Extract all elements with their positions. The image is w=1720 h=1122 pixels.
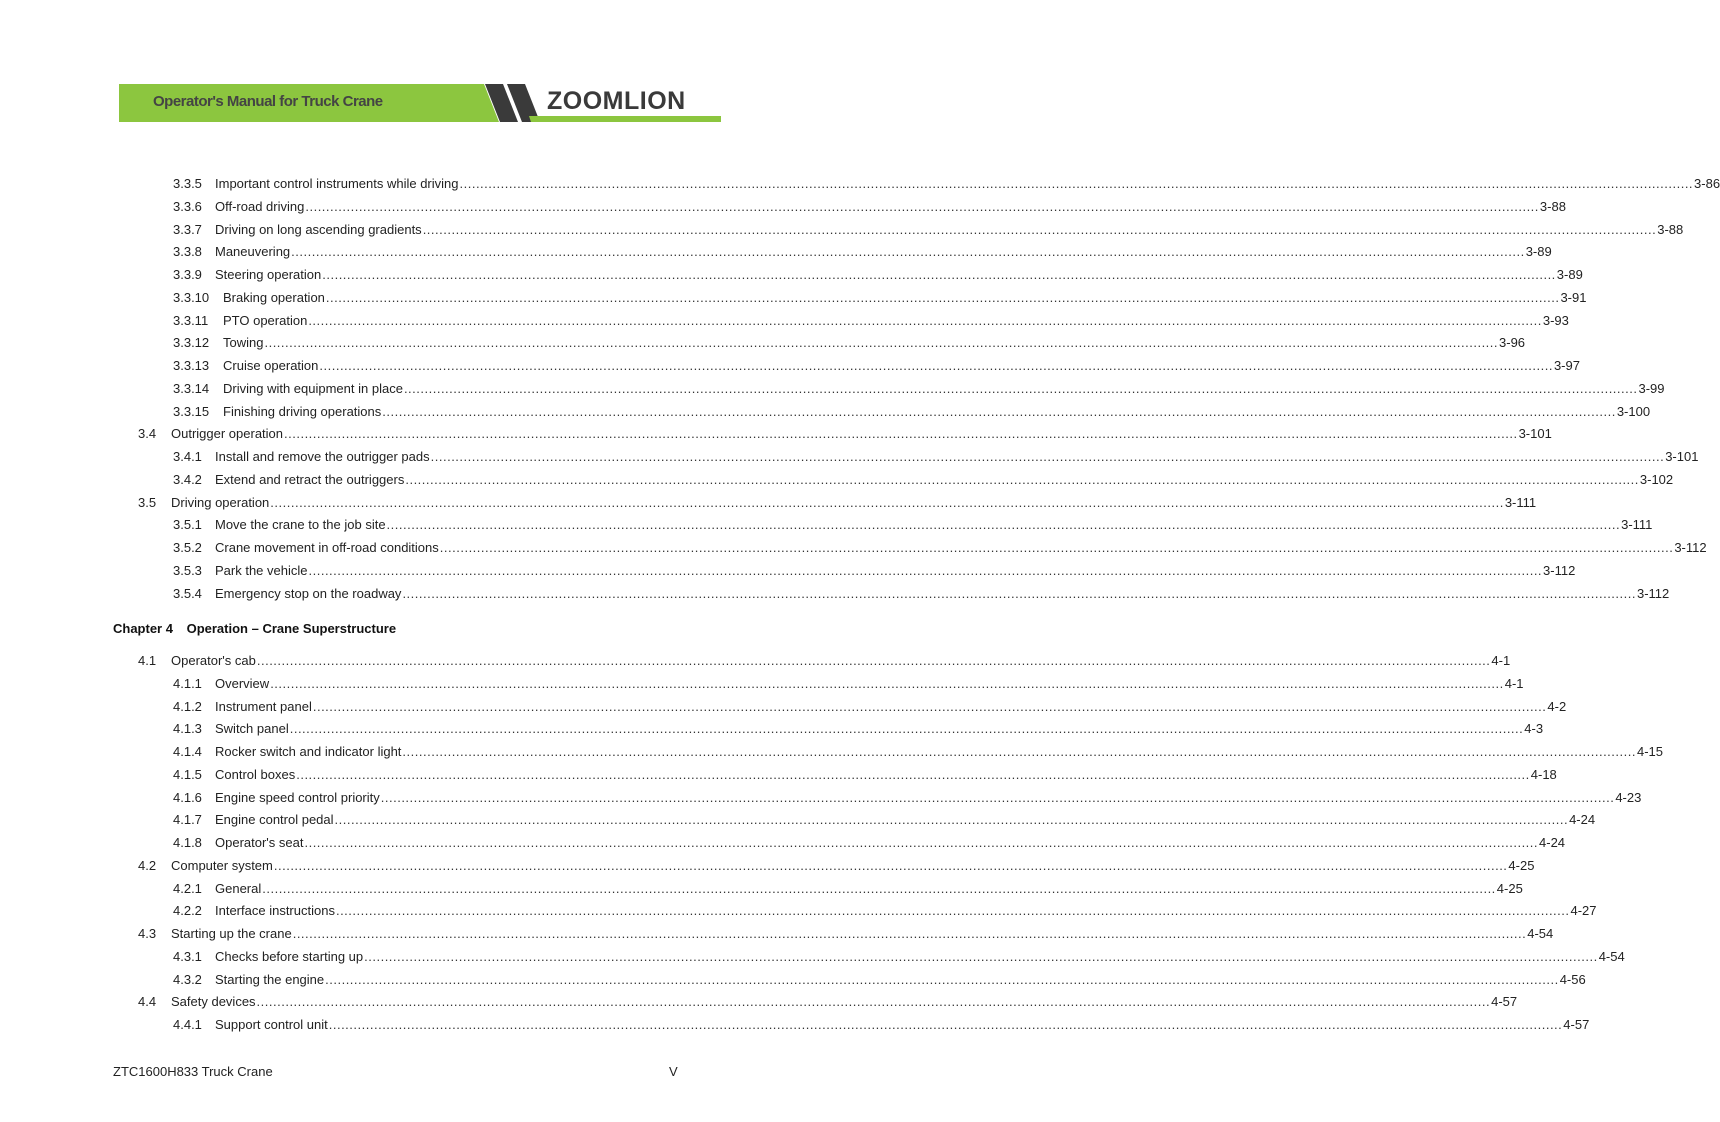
toc-entry-number: 3.3.5 xyxy=(173,176,202,191)
toc-entry-title: Braking operation xyxy=(223,289,325,305)
toc-entry-number: 4.3.1 xyxy=(173,948,202,964)
toc-entry[interactable] xyxy=(173,403,1651,421)
chapter-title: Operation – Crane Superstructure xyxy=(186,621,397,636)
toc-entry-number: 3.5.3 xyxy=(173,562,202,578)
toc-entry[interactable] xyxy=(173,948,1625,966)
toc-entry-page: 4-57 xyxy=(1563,1017,1590,1032)
toc-entry-page: 4-24 xyxy=(1569,812,1596,828)
toc-dot-leader: ............................................................................................................................................................................................................................................................................................................ xyxy=(312,698,1547,714)
toc-entry-page: 3-97 xyxy=(1553,358,1580,373)
toc-entry-number: 3.3.14 xyxy=(173,380,210,396)
toc-entry-page: 4-1 xyxy=(1504,675,1524,691)
toc-entry-title: Interface instructions xyxy=(215,903,335,919)
toc-entry-number: 3.3.9 xyxy=(173,267,202,282)
toc-entry-number: 4.1.3 xyxy=(173,721,202,737)
toc-entry-page: 4-18 xyxy=(1530,766,1557,782)
toc-dot-leader: ............................................................................................................................................................................................................................................................................................................ xyxy=(292,926,1527,941)
toc-entry-number: 3.5.1 xyxy=(173,517,202,533)
toc-entry[interactable] xyxy=(173,243,1552,261)
manual-title: Operator's Manual for Truck Crane xyxy=(153,93,383,110)
toc-dot-leader: ............................................................................................................................................................................................................................................................................................................ xyxy=(273,857,1508,873)
toc-dot-leader: ............................................................................................................................................................................................................................................................................................................ xyxy=(405,471,1639,487)
toc-entry-title: Support control unit xyxy=(215,1017,328,1032)
toc-entry[interactable] xyxy=(173,811,1596,829)
footer-model: ZTC1600H833 Truck Crane xyxy=(113,1064,273,1079)
toc-entry[interactable] xyxy=(138,993,1518,1011)
toc-entry[interactable] xyxy=(173,562,1576,580)
toc-entry-page: 4-15 xyxy=(1636,744,1663,759)
toc-entry-number: 3.4.1 xyxy=(173,449,202,464)
toc-entry-title: Extend and retract the outriggers xyxy=(215,471,405,487)
toc-entry-page: 4-25 xyxy=(1496,880,1523,896)
toc-entry-page: 4-2 xyxy=(1547,698,1567,714)
toc-entry-number: 4.2.1 xyxy=(173,880,202,896)
toc-entry[interactable] xyxy=(173,289,1587,307)
toc-entry[interactable] xyxy=(173,902,1597,920)
toc-entry-number: 3.4 xyxy=(138,426,157,442)
toc-entry-title: PTO operation xyxy=(223,312,308,328)
toc-dot-leader: ............................................................................................................................................................................................................................................................................................................ xyxy=(335,903,1570,919)
toc-entry-title: Checks before starting up xyxy=(215,948,364,964)
toc-entry-page: 3-111 xyxy=(1504,494,1537,510)
toc-entry[interactable] xyxy=(173,175,1720,193)
toc-entry-page: 4-25 xyxy=(1508,857,1535,873)
toc-entry-page: 4-54 xyxy=(1527,926,1554,941)
toc-entry-title: Outrigger operation xyxy=(171,426,284,442)
toc-entry-number: 4.2 xyxy=(138,857,157,873)
toc-entry[interactable] xyxy=(173,789,1642,807)
toc-entry-number: 4.1 xyxy=(138,653,157,668)
toc-entry-number: 3.3.6 xyxy=(173,198,202,214)
toc-entry-title: Driving with equipment in place xyxy=(223,380,403,396)
brand-logo: ZOOMLION xyxy=(547,87,686,115)
toc-entry-number: 4.4.1 xyxy=(173,1017,202,1032)
toc-entry[interactable] xyxy=(173,743,1663,761)
toc-entry-page: 3-96 xyxy=(1499,335,1526,351)
toc-entry-number: 3.3.15 xyxy=(173,403,210,419)
toc-dot-leader: ............................................................................................................................................................................................................................................................................................................ xyxy=(304,835,1539,850)
toc-dot-leader: ............................................................................................................................................................................................................................................................................................................ xyxy=(308,562,1543,578)
toc-entry-title: Finishing driving operations xyxy=(223,403,382,419)
toc-entry-page: 4-56 xyxy=(1559,971,1586,987)
toc-entry[interactable] xyxy=(138,425,1552,443)
toc-entry[interactable] xyxy=(173,539,1707,557)
toc-entry-page: 4-54 xyxy=(1598,948,1625,964)
toc-entry-page: 3-101 xyxy=(1518,426,1552,442)
toc-entry-number: 3.4.2 xyxy=(173,471,202,487)
toc-entry-page: 3-93 xyxy=(1542,312,1569,328)
toc-entry-page: 4-23 xyxy=(1615,789,1642,805)
toc-entry-number: 4.3.2 xyxy=(173,971,202,987)
toc-entry[interactable] xyxy=(173,1016,1590,1034)
toc-entry-number: 3.5 xyxy=(138,494,157,510)
toc-entry-number: 3.3.12 xyxy=(173,335,210,351)
toc-entry-page: 3-111 xyxy=(1621,517,1653,533)
toc-entry-page: 3-91 xyxy=(1560,289,1587,305)
toc-dot-leader: ............................................................................................................................................................................................................................................................................................................ xyxy=(264,335,1499,351)
page-header xyxy=(119,84,721,122)
toc-entry-number: 3.3.13 xyxy=(173,358,210,373)
toc-entry-number: 4.3 xyxy=(138,926,157,941)
toc-entry[interactable] xyxy=(173,380,1665,398)
toc-dot-leader: ............................................................................................................................................................................................................................................................................................................ xyxy=(439,540,1674,555)
toc-entry-number: 4.1.1 xyxy=(173,675,202,691)
toc-dot-leader: ............................................................................................................................................................................................................................................................................................................ xyxy=(256,653,1491,668)
toc-dot-leader: ............................................................................................................................................................................................................................................................................................................ xyxy=(322,267,1556,282)
toc-entry-page: 4-27 xyxy=(1570,903,1597,919)
toc-entry-page: 3-100 xyxy=(1616,403,1651,419)
toc-entry-page: 3-88 xyxy=(1657,221,1684,237)
toc-dot-leader: ............................................................................................................................................................................................................................................................................................................ xyxy=(284,426,1518,442)
toc-dot-leader: ............................................................................................................................................................................................................................................................................................................ xyxy=(403,380,1638,396)
toc-entry-title: Park the vehicle xyxy=(215,562,308,578)
toc-entry-page: 4-24 xyxy=(1539,835,1566,850)
toc-entry-title: Install and remove the outrigger pads xyxy=(215,449,430,464)
chapter-heading xyxy=(113,621,396,636)
toc-entry-number: 4.1.7 xyxy=(173,812,202,828)
toc-entry[interactable] xyxy=(173,698,1567,716)
toc-entry-number: 3.3.10 xyxy=(173,289,210,305)
toc-dot-leader: ............................................................................................................................................................................................................................................................................................................ xyxy=(364,948,1598,964)
toc-entry-title: Move the crane to the job site xyxy=(215,517,386,533)
toc-entry[interactable] xyxy=(173,834,1566,852)
toc-entry-title: Off-road driving xyxy=(215,198,305,214)
toc-dot-leader: ............................................................................................................................................................................................................................................................................................................ xyxy=(386,517,1621,533)
toc-entry-title: Crane movement in off-road conditions xyxy=(215,540,439,555)
toc-entry-title: General xyxy=(215,880,262,896)
toc-entry-number: 4.4 xyxy=(138,994,157,1010)
toc-dot-leader: ............................................................................................................................................................................................................................................................................................................ xyxy=(270,494,1504,510)
toc-entry-title: Important control instruments while driving xyxy=(215,176,459,191)
toc-entry-title: Maneuvering xyxy=(215,244,291,260)
toc-entry-page: 4-57 xyxy=(1491,994,1518,1010)
toc-entry-page: 3-112 xyxy=(1543,562,1576,578)
toc-dot-leader: ............................................................................................................................................................................................................................................................................................................ xyxy=(262,880,1496,896)
toc-entry-title: Operator's seat xyxy=(215,835,304,850)
toc-entry-title: Emergency stop on the roadway xyxy=(215,585,402,601)
toc-dot-leader: ............................................................................................................................................................................................................................................................................................................ xyxy=(402,585,1636,601)
toc-entry-page: 3-86 xyxy=(1694,176,1720,191)
toc-entry[interactable] xyxy=(173,675,1524,693)
toc-entry[interactable] xyxy=(173,720,1544,738)
toc-entry[interactable] xyxy=(138,652,1511,670)
toc-entry-title: Starting up the crane xyxy=(171,926,292,941)
toc-entry-page: 3-88 xyxy=(1539,198,1566,214)
toc-dot-leader: ............................................................................................................................................................................................................................................................................................................ xyxy=(325,289,1560,305)
toc-entry[interactable] xyxy=(173,334,1526,352)
toc-entry-page: 3-112 xyxy=(1674,540,1707,555)
toc-entry[interactable] xyxy=(138,857,1535,875)
toc-entry-page: 3-89 xyxy=(1525,244,1552,260)
toc-entry-number: 4.2.2 xyxy=(173,903,202,919)
toc-entry-title: Engine speed control priority xyxy=(215,789,380,805)
toc-entry-page: 4-1 xyxy=(1491,653,1511,668)
toc-entry-title: Cruise operation xyxy=(223,358,319,373)
toc-entry-title: Switch panel xyxy=(215,721,289,737)
toc-entry-page: 3-99 xyxy=(1638,380,1665,396)
toc-entry-number: 3.3.11 xyxy=(173,312,209,328)
toc-dot-leader: ............................................................................................................................................................................................................................................................................................................ xyxy=(296,766,1530,782)
toc-entry-title: Driving operation xyxy=(171,494,270,510)
toc-dot-leader: ............................................................................................................................................................................................................................................................................................................ xyxy=(328,1017,1563,1032)
toc-entry[interactable] xyxy=(173,221,1684,239)
toc-entry-title: Towing xyxy=(223,335,264,351)
toc-entry-title: Rocker switch and indicator light xyxy=(215,744,402,759)
toc-entry-title: Starting the engine xyxy=(215,971,325,987)
toc-entry[interactable] xyxy=(173,880,1523,898)
toc-entry-page: 3-101 xyxy=(1665,449,1699,464)
toc-dot-leader: ............................................................................................................................................................................................................................................................................................................ xyxy=(319,358,1553,373)
toc-entry[interactable] xyxy=(173,448,1699,466)
toc-entry-number: 4.1.4 xyxy=(173,744,202,759)
toc-dot-leader: ............................................................................................................................................................................................................................................................................................................ xyxy=(325,971,1559,987)
toc-entry[interactable] xyxy=(173,357,1580,375)
toc-entry[interactable] xyxy=(173,266,1583,284)
toc-entry-title: Operator's cab xyxy=(171,653,256,668)
toc-entry-number: 4.1.2 xyxy=(173,698,202,714)
toc-entry-number: 3.5.4 xyxy=(173,585,202,601)
toc-entry-title: Computer system xyxy=(171,857,273,873)
toc-entry-title: Safety devices xyxy=(171,994,256,1010)
toc-entry-number: 4.1.6 xyxy=(173,789,202,805)
toc-entry-title: Engine control pedal xyxy=(215,812,334,828)
toc-entry-page: 4-3 xyxy=(1524,721,1544,737)
chapter-label: Chapter 4 xyxy=(113,621,173,636)
toc-entry-title: Overview xyxy=(215,675,270,691)
toc-entry-number: 3.5.2 xyxy=(173,540,202,555)
toc-entry[interactable] xyxy=(173,516,1653,534)
toc-entry-number: 3.3.7 xyxy=(173,221,202,237)
toc-dot-leader: ............................................................................................................................................................................................................................................................................................................ xyxy=(430,449,1665,464)
toc-dot-leader: ............................................................................................................................................................................................................................................................................................................ xyxy=(459,176,1694,191)
toc-dot-leader: ............................................................................................................................................................................................................................................................................................................ xyxy=(422,221,1657,237)
toc-entry-number: 4.1.5 xyxy=(173,766,202,782)
toc-entry[interactable] xyxy=(173,198,1566,216)
toc-dot-leader: ............................................................................................................................................................................................................................................................................................................ xyxy=(256,994,1491,1010)
toc-dot-leader: ............................................................................................................................................................................................................................................................................................................ xyxy=(270,675,1504,691)
toc-dot-leader: ............................................................................................................................................................................................................................................................................................................ xyxy=(308,312,1542,328)
footer-page-number: V xyxy=(669,1064,678,1079)
toc-entry-number: 3.3.8 xyxy=(173,244,202,260)
toc-entry-page: 3-102 xyxy=(1639,471,1674,487)
toc-entry-number: 4.1.8 xyxy=(173,835,202,850)
toc-dot-leader: ............................................................................................................................................................................................................................................................................................................ xyxy=(305,198,1539,214)
toc-entry-title: Control boxes xyxy=(215,766,296,782)
toc-dot-leader: ............................................................................................................................................................................................................................................................................................................ xyxy=(291,244,1525,260)
toc-dot-leader: ............................................................................................................................................................................................................................................................................................................ xyxy=(334,812,1569,828)
toc-entry-title: Steering operation xyxy=(215,267,322,282)
toc-entry-title: Instrument panel xyxy=(215,698,312,714)
toc-dot-leader: ............................................................................................................................................................................................................................................................................................................ xyxy=(380,789,1615,805)
toc-entry[interactable] xyxy=(173,971,1586,989)
toc-dot-leader: ............................................................................................................................................................................................................................................................................................................ xyxy=(402,744,1636,759)
toc-entry-page: 3-89 xyxy=(1556,267,1583,282)
toc-entry-page: 3-112 xyxy=(1636,585,1670,601)
toc-entry[interactable] xyxy=(138,494,1537,512)
toc-dot-leader: ............................................................................................................................................................................................................................................................................................................ xyxy=(382,403,1616,419)
toc-entry-title: Driving on long ascending gradients xyxy=(215,221,422,237)
toc-entry[interactable] xyxy=(173,585,1670,603)
toc-entry[interactable] xyxy=(173,766,1557,784)
toc-entry[interactable] xyxy=(138,925,1554,943)
toc-dot-leader: ............................................................................................................................................................................................................................................................................................................ xyxy=(289,721,1524,737)
toc-entry[interactable] xyxy=(173,312,1569,330)
toc-entry[interactable] xyxy=(173,471,1674,489)
